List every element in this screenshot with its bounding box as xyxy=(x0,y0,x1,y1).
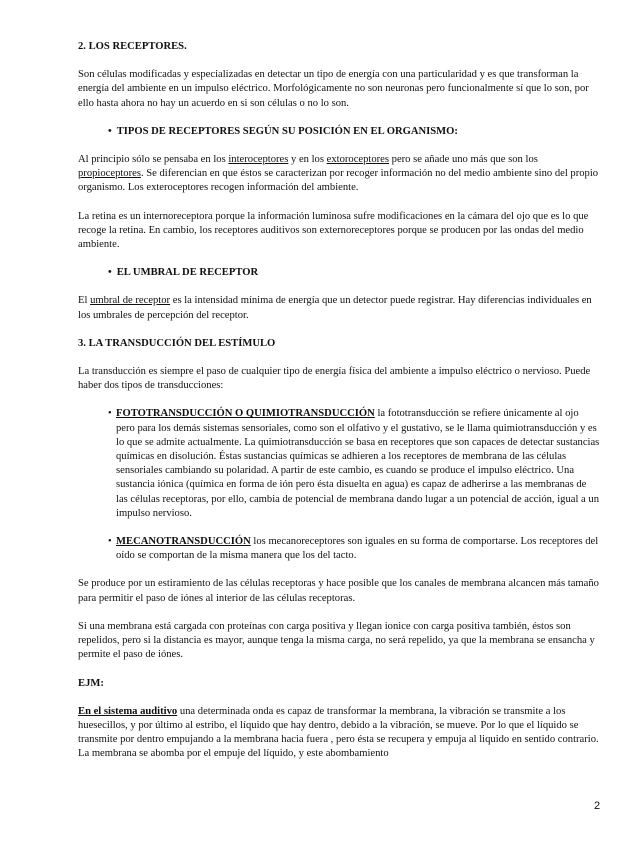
heading-ejm: EJM: xyxy=(78,677,104,689)
bullet-icon: • xyxy=(108,536,112,548)
term-fototransduccion: FOTOTRANSDUCCIÓN O QUIMIOTRANSDUCCIÓN xyxy=(116,408,375,420)
bullet-umbral xyxy=(108,266,600,280)
paragraph-transduccion: La transducción es siempre el paso de cualquier tipo de energía física del ambiente a impulso eléctrico o nervioso. Puede haber dos tipos de transducciones: xyxy=(78,366,591,392)
bullet-icon: • xyxy=(108,125,112,137)
paragraph-tipos xyxy=(78,153,600,196)
link-interoceptores[interactable]: interoceptores xyxy=(228,154,289,166)
text-run: la fototransducción se refiere únicamente al ojo pero para los demás sistemas sensoriales, como son el olfativo y el gustativo, se le llama quimiotransducción y es lo que se admite actualmente. La quimiotransducción se basa en receptores que son capaces de detectar sustancias químicas en disolución. Éstas sustancias químicas se adhieren a los receptores de membrana de las células sensoriales cambiando su polaridad. A partir de este cambio, es cuando se produce el impulso eléctrico. Una sustancia iónica (química en forma de ión pero ésta disuelta en agua) es capaz de adherirse a las membranas de las células receptoras, por ello, cambia de potencial de membrana dando lugar a un potencial de acción, igual a un impulso nervioso. xyxy=(116,408,600,519)
paragraph-estiramiento: Se produce por un estiramiento de las células receptoras y hace posible que los canales de membrana alcancen más tamaño para permitir el paso de iónes al interior de las células receptoras. xyxy=(78,578,599,604)
heading-receptores: 2. LOS RECEPTORES. xyxy=(78,41,187,52)
text-run: Al principio sólo se pensaba en los xyxy=(78,154,229,166)
bullet-icon: • xyxy=(108,408,112,420)
bullet-tipos-receptores xyxy=(108,125,600,139)
paragraph-sistema-auditivo xyxy=(78,705,600,762)
link-extoroceptores[interactable]: extoroceptores xyxy=(326,154,389,166)
document-page xyxy=(78,40,600,762)
paragraph-retina: La retina es un internoreceptora porque la información luminosa sufre modificaciones en la cámara del ojo que es lo que recoge la retina. En cambio, los receptores auditivos son externoreceptores porque se producen por las ondas del medio ambiente. xyxy=(78,210,589,251)
page-number: 2 xyxy=(594,800,601,812)
link-propioceptores[interactable]: propioceptores xyxy=(78,168,141,180)
heading-transduccion: 3. LA TRANSDUCCIÓN DEL ESTÍMULO xyxy=(78,337,276,349)
list-item-mecanotransduccion xyxy=(108,535,600,563)
text-run: es la intensidad mínima de energía que un detector puede registrar. Hay diferencias individuales en los umbrales de percepción del receptor. xyxy=(78,295,592,321)
bullet-umbral-label: EL UMBRAL DE RECEPTOR xyxy=(116,267,259,279)
list-item-fototransduccion xyxy=(108,407,600,521)
term-mecanotransduccion: MECANOTRANSDUCCIÓN xyxy=(116,536,251,548)
bullet-icon: • xyxy=(108,267,112,279)
term-sistema-auditivo: En el sistema auditivo xyxy=(78,705,178,717)
text-run: El xyxy=(78,295,91,307)
text-run: los mecanoreceptores son iguales en su forma de comportarse. Los receptores del oído se comportan de la misma manera que los del tacto. xyxy=(116,536,599,562)
text-run: una determinada onda es capaz de transformar la membrana, la vibración se transmite a los huesecillos, y por último al estribo, el líquido que hay dentro, debido a la vibración, se mueve. Por lo que el líquido se transmite por dentro empujando a la membrana hacia fuera , pero ésta se recupera y empuja al liquido en sentido contrario. La membrana se abomba por el empuje del líquido, y este abombamiento xyxy=(78,705,599,760)
text-run: . Se diferencian en que éstos se caracterizan por recoger información no del medio ambiente sino del propio organismo. Los exteroceptores recogen información del ambiente. xyxy=(78,168,599,194)
text-run: pero se añade uno más que son los xyxy=(389,154,538,166)
link-umbral-de-receptor[interactable]: umbral de receptor xyxy=(90,295,171,307)
text-run: y en los xyxy=(288,154,327,166)
paragraph-membrana: Si una membrana está cargada con proteínas con carga positiva y llegan ionice con carga positiva también, éstos son repelidos, pero si la distancia es mayor, aunque tenga la misma carga, no será repelido, ya que la membrana se ensancha y permite el paso de iónes. xyxy=(78,620,595,661)
bullet-tipos-label: TIPOS DE RECEPTORES SEGÚN SU POSICIÓN EN EL ORGANISMO: xyxy=(116,125,458,137)
paragraph-umbral xyxy=(78,294,600,322)
paragraph-receptores: Son células modificadas y especializadas en detectar un tipo de energía con una particularidad y es que transforman la energía del ambiente en un impulso eléctrico. Morfológicamente no son neuronas pero funcionalmente sí que lo son, por ello hasta ahora no hay un acuerdo en si son células o no lo son. xyxy=(78,69,589,109)
